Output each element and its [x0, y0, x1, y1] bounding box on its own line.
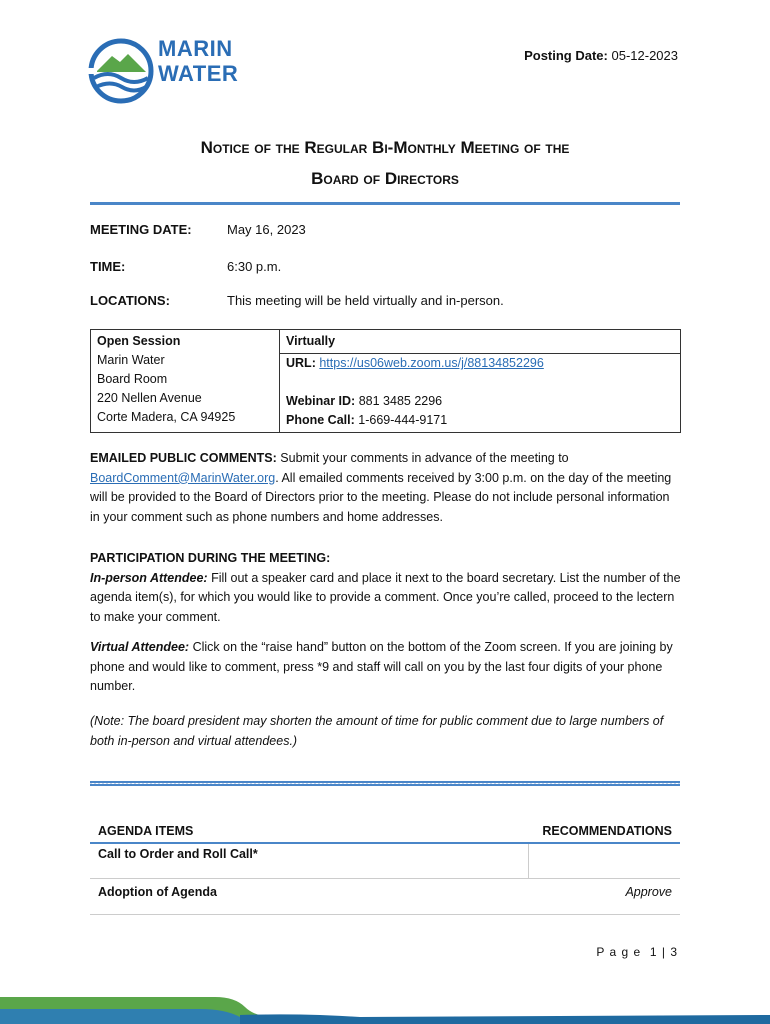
agenda-recommendation: Approve — [625, 885, 672, 899]
phone-label: Phone Call: — [286, 413, 355, 427]
agenda-item-title: Call to Order and Roll Call* — [98, 847, 258, 861]
virtual-text: Click on the “raise hand” button on the bottom of the Zoom screen. If you are joining by phone and would like to comment, press *9 and staff will call on you by the last four digits of your phone number. — [90, 640, 673, 693]
meeting-date-label: MEETING DATE: — [90, 222, 192, 237]
participation-section — [90, 549, 682, 627]
time-label: TIME: — [90, 259, 126, 274]
locations-table — [90, 329, 681, 433]
locations-label: LOCATIONS: — [90, 293, 170, 308]
phone-value: 1-669-444-9171 — [358, 413, 448, 427]
inperson-label: In-person Attendee: — [90, 570, 208, 585]
address-line: Marin Water — [97, 353, 165, 367]
emailed-comments-label: EMAILED PUBLIC COMMENTS: — [90, 451, 277, 465]
zoom-url-link[interactable]: https://us06web.zoom.us/j/88134852296 — [319, 356, 544, 370]
agenda-table — [90, 822, 680, 915]
inperson-text: Fill out a speaker card and place it next to the board secretary. List the number of the agenda item(s), for which you would like to provide a comment. Once you’re called, proceed to the lectern to make your comment. — [90, 570, 681, 624]
address-line: 220 Nellen Avenue — [97, 391, 202, 405]
agenda-item-title: Adoption of Agenda — [98, 885, 217, 899]
locations-value: This meeting will be held virtually and in-person. — [227, 293, 504, 308]
posting-date-label: Posting Date: — [524, 48, 608, 63]
participation-heading: PARTICIPATION DURING THE MEETING: — [90, 551, 331, 565]
title-divider — [90, 202, 680, 205]
title-line-1: Notice of the Regular Bi-Monthly Meeting of the — [200, 138, 570, 157]
address-line: Board Room — [97, 372, 168, 386]
address-line: Corte Madera, CA 94925 — [97, 410, 236, 424]
page-number: P a g e 1 | 3 — [596, 945, 678, 959]
logo-wordmark — [158, 36, 238, 86]
marin-water-logo — [88, 36, 248, 106]
webinar-id-value: 881 3485 2296 — [358, 394, 443, 408]
logo-mark-icon — [88, 38, 154, 104]
footer-wave-band — [0, 979, 770, 1024]
public-comment-note: (Note: The board president may shorten the amount of time for public comment due to large numbers of both in-person and virtual attendees.) — [90, 714, 664, 748]
section-divider — [90, 781, 680, 786]
webinar-id-label: Webinar ID: — [286, 394, 356, 408]
virtual-label: Virtual Attendee: — [90, 640, 190, 654]
open-session-cell — [91, 330, 280, 433]
meeting-date-value: May 16, 2023 — [227, 222, 306, 237]
phone-line — [280, 411, 680, 432]
emailed-comments-paragraph — [90, 449, 682, 527]
webinar-id-line — [280, 392, 680, 411]
posting-date — [524, 48, 678, 63]
agenda-row — [90, 879, 680, 915]
open-session-header: Open Session — [97, 334, 181, 348]
page-title — [90, 132, 680, 194]
board-comment-email-link[interactable]: BoardComment@MarinWater.org — [90, 470, 276, 485]
emailed-comments-text-2: . All emailed comments received by 3:00 p.m. on the day of the meeting will be provided to the Board of Directors prior to the meeting. Please do not include personal information in your comment such as phone numbers and home addresses. — [90, 470, 672, 524]
agenda-row — [90, 844, 680, 879]
time-value: 6:30 p.m. — [227, 259, 282, 274]
logo-line-2: WATER — [158, 61, 239, 86]
agenda-col-divider — [528, 844, 529, 878]
title-line-2: Board of Directors — [311, 169, 459, 188]
recommendations-header: RECOMMENDATIONS — [542, 824, 672, 838]
agenda-header-row — [90, 822, 680, 844]
url-label: URL: — [286, 356, 316, 370]
zoom-url-line — [280, 354, 680, 373]
virtually-header: Virtually — [280, 330, 680, 354]
virtual-cell — [280, 330, 681, 433]
logo-line-1: MARIN — [158, 36, 233, 61]
posting-date-value: 05-12-2023 — [611, 48, 678, 63]
inperson-paragraph — [90, 569, 682, 628]
emailed-comments-text: Submit your comments in advance of the meeting to — [280, 451, 569, 465]
agenda-items-header: AGENDA ITEMS — [98, 824, 194, 838]
virtual-paragraph — [90, 638, 682, 697]
